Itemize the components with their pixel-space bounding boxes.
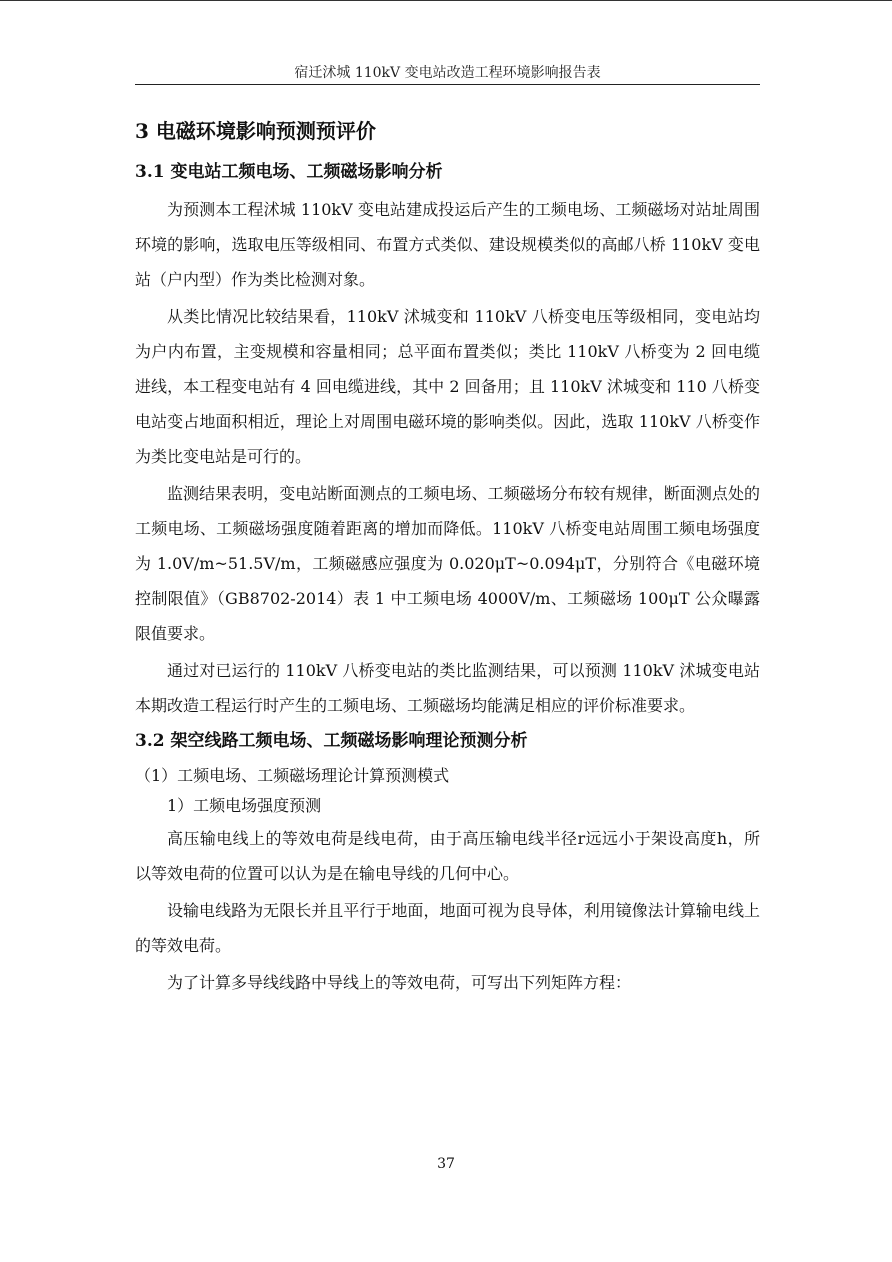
top-edge-line [0, 0, 892, 1]
running-header: 宿迁沭城 110kV 变电站改造工程环境影响报告表 [294, 65, 601, 81]
section-3-2-heading: 3.2 架空线路工频电场、工频磁场影响理论预测分析 [135, 731, 528, 751]
section-3-1-heading: 3.1 变电站工频电场、工频磁场影响分析 [135, 162, 443, 182]
paragraph: 从类比情况比较结果看，110kV 沭城变和 110kV 八桥变电压等级相同，变电站均为户内布置，主变规模和容量相同；总平面布置类似；类比 110kV 八桥变为 2 回电缆进线，本工程变电站有 4 回电缆进线，其中 2 回备用；且 110kV 沭城变和 110 八桥变电站变占地面积相近，理论上对周围电磁环境的影响类似。因此，选取 110kV 八桥变作为类比变电站是可行的。 [135, 307, 760, 466]
paragraph: 监测结果表明，变电站断面测点的工频电场、工频磁场分布较有规律，断面测点处的工频电场、工频磁场强度随着距离的增加而降低。110kV 八桥变电站周围工频电场强度为 1.0V/m~51.5V/m，工频磁感应强度为 0.020μT~0.094μT，分别符合《电磁环境控制限值》（GB8702-2014）表 1 中工频电场 4000V/m、工频磁场 100μT 公众曝露限值要求。 [135, 484, 760, 643]
page-number: 37 [437, 1156, 455, 1172]
page-body [135, 114, 760, 1002]
paragraph: 设输电线路为无限长并且平行于地面，地面可视为良导体，利用镜像法计算输电线上的等效电荷。 [135, 901, 760, 955]
section-3-heading: 3 电磁环境影响预测预评价 [135, 119, 376, 143]
paragraph: 为预测本工程沭城 110kV 变电站建成投运后产生的工频电场、工频磁场对站址周围环境的影响，选取电压等级相同、布置方式类似、建设规模类似的高邮八桥 110kV 变电站（户内型）作为类比检测对象。 [135, 200, 760, 289]
subheading-1-1: 1）工频电场强度预测 [167, 796, 322, 815]
paragraph: 高压输电线上的等效电荷是线电荷，由于高压输电线半径r远远小于架设高度h，所以等效电荷的位置可以认为是在输电导线的几何中心。 [135, 829, 760, 883]
subheading-1: （1）工频电场、工频磁场理论计算预测模式 [135, 766, 450, 785]
paragraph: 通过对已运行的 110kV 八桥变电站的类比监测结果，可以预测 110kV 沭城变电站本期改造工程运行时产生的工频电场、工频磁场均能满足相应的评价标准要求。 [135, 661, 760, 715]
paragraph: 为了计算多导线线路中导线上的等效电荷，可写出下列矩阵方程： [167, 973, 632, 992]
header-rule [135, 84, 760, 85]
